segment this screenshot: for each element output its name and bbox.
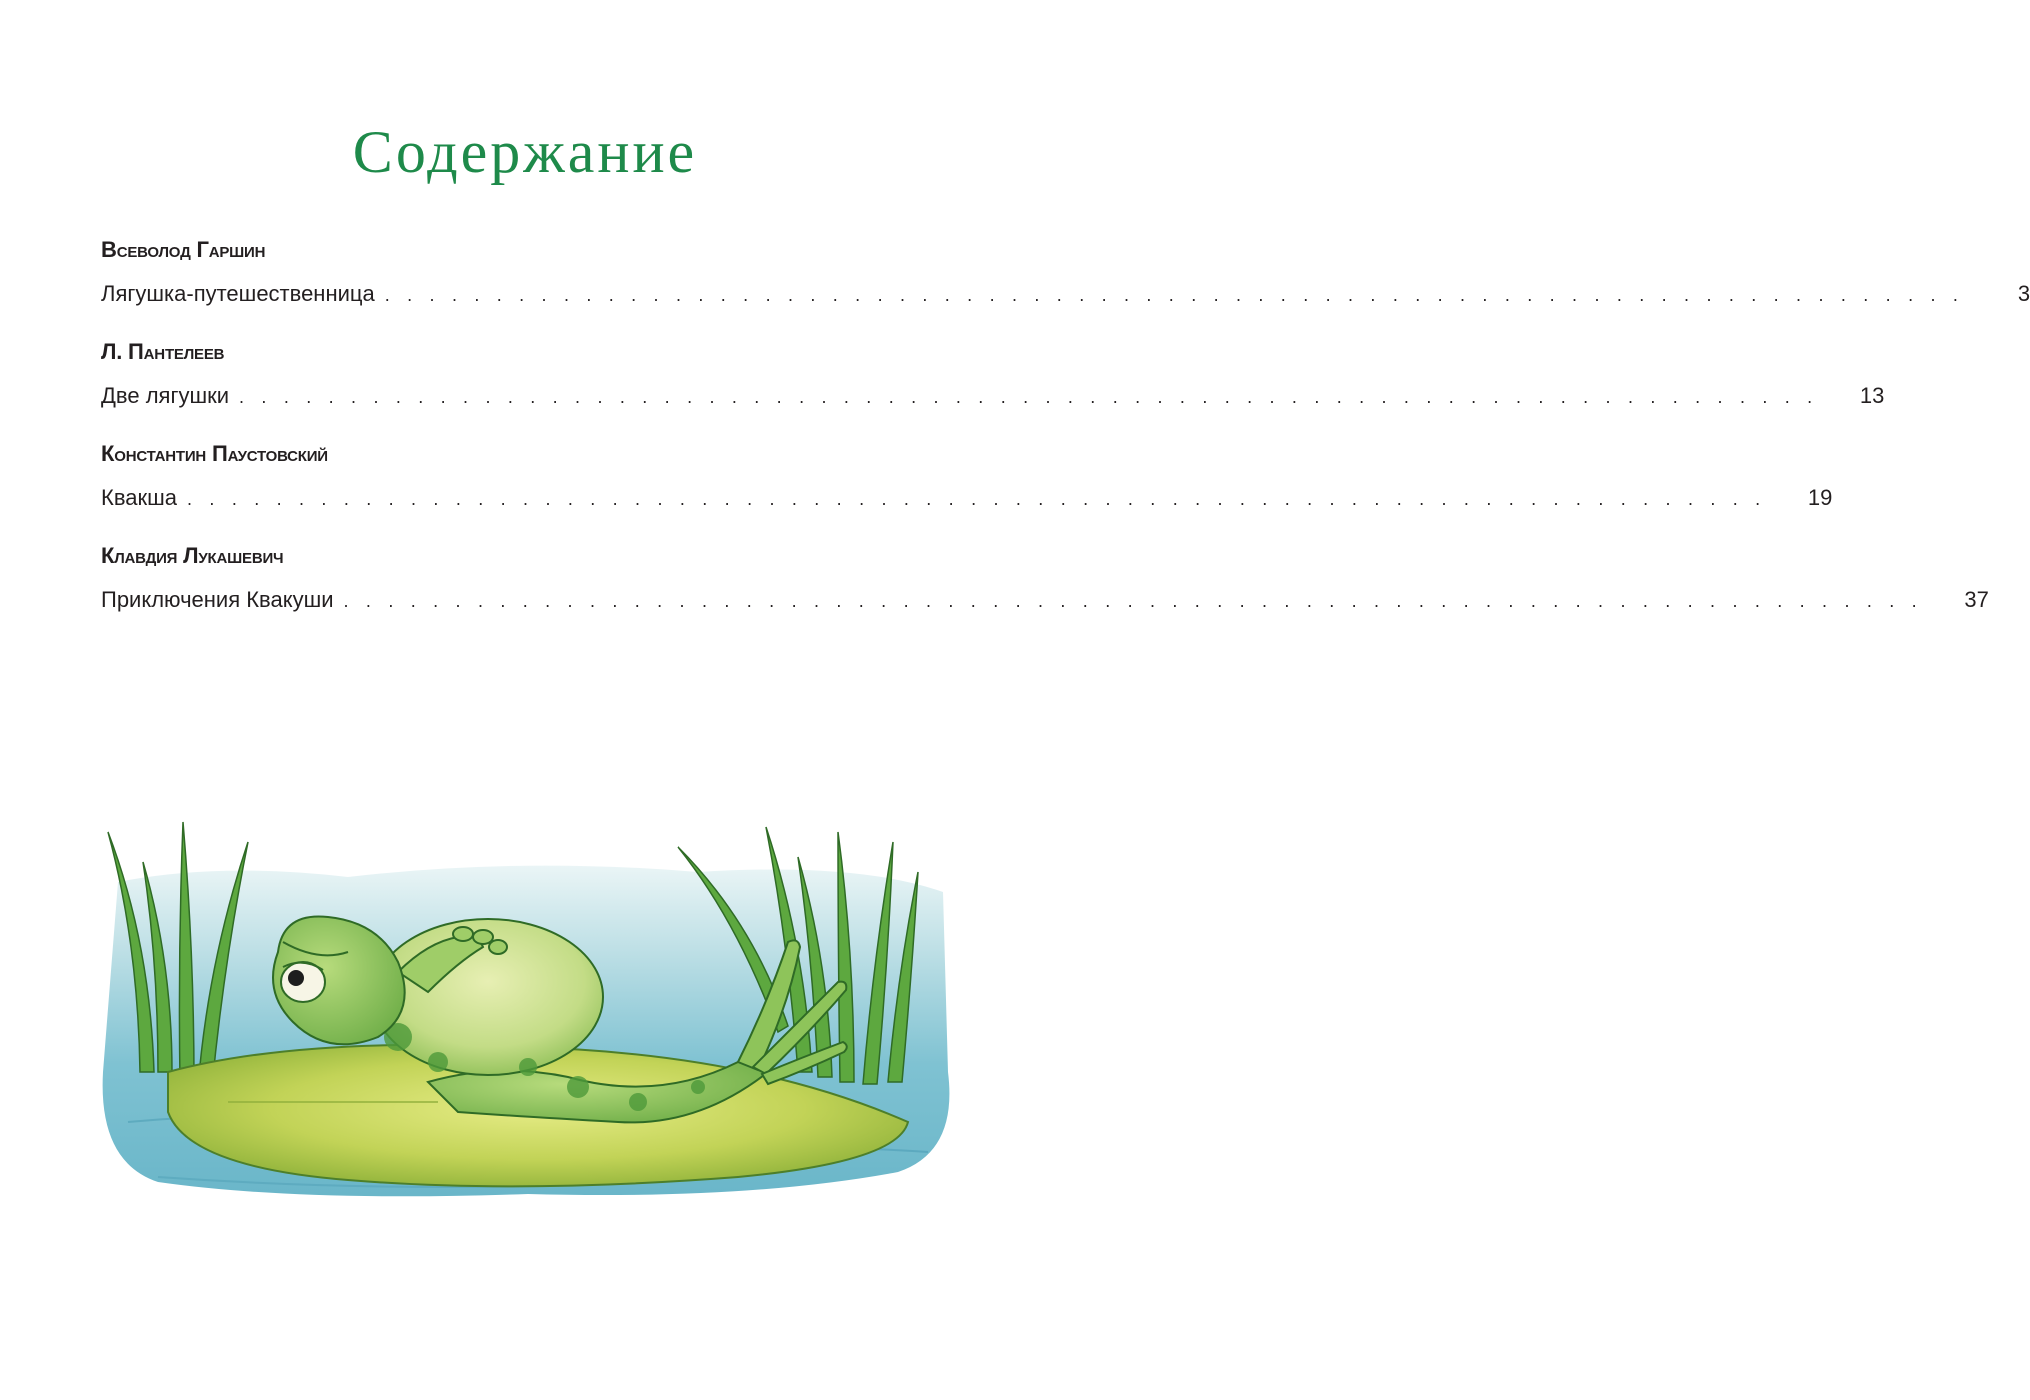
page-title: Содержание <box>352 119 698 185</box>
table-of-contents <box>101 232 2030 640</box>
toc-author: Л. Пантелеев <box>101 339 225 364</box>
toc-story-title: Лягушка-путешественница <box>101 281 375 306</box>
toc-page-number: 3 <box>2017 281 2030 306</box>
frog-on-lily-pad-illustration <box>98 822 953 1212</box>
toc-entry <box>101 232 2030 334</box>
toc-story-link[interactable] <box>101 378 1885 414</box>
toc-page-number: 37 <box>1964 587 1989 612</box>
toc-author: Всеволод Гаршин <box>101 237 266 262</box>
toc-story-title: Приключения Квакуши <box>101 587 334 612</box>
toc-entry <box>101 334 1885 436</box>
dot-leader: . . . . . . . . . . . . . . . . . . . . . . . . . . . . . . . . . . . . . . . . . . . . . . . . . . . . . . . . . . . . . . . . . . . . . . . <box>239 387 1819 407</box>
dot-leader: . . . . . . . . . . . . . . . . . . . . . . . . . . . . . . . . . . . . . . . . . . . . . . . . . . . . . . . . . . . . . . . . . . . . . . . <box>384 285 1965 305</box>
toc-story-link[interactable] <box>101 276 2030 312</box>
dot-leader: . . . . . . . . . . . . . . . . . . . . . . . . . . . . . . . . . . . . . . . . . . . . . . . . . . . . . . . . . . . . . . . . . . . . . . . <box>343 591 1923 611</box>
toc-author: Константин Паустовский <box>101 441 328 466</box>
toc-page-number: 19 <box>1807 485 1833 510</box>
dot-leader: . . . . . . . . . . . . . . . . . . . . . . . . . . . . . . . . . . . . . . . . . . . . . . . . . . . . . . . . . . . . . . . . . . . . . . . <box>187 489 1767 509</box>
toc-author: Клавдия Лукашевич <box>101 543 284 568</box>
toc-entry <box>101 538 1989 640</box>
toc-page-number: 13 <box>1859 383 1885 408</box>
toc-story-title: Две лягушки <box>101 383 230 408</box>
toc-entry <box>101 436 1833 538</box>
toc-story-link[interactable] <box>101 582 1989 618</box>
toc-story-title: Квакша <box>101 485 178 510</box>
toc-story-link[interactable] <box>101 480 1833 516</box>
